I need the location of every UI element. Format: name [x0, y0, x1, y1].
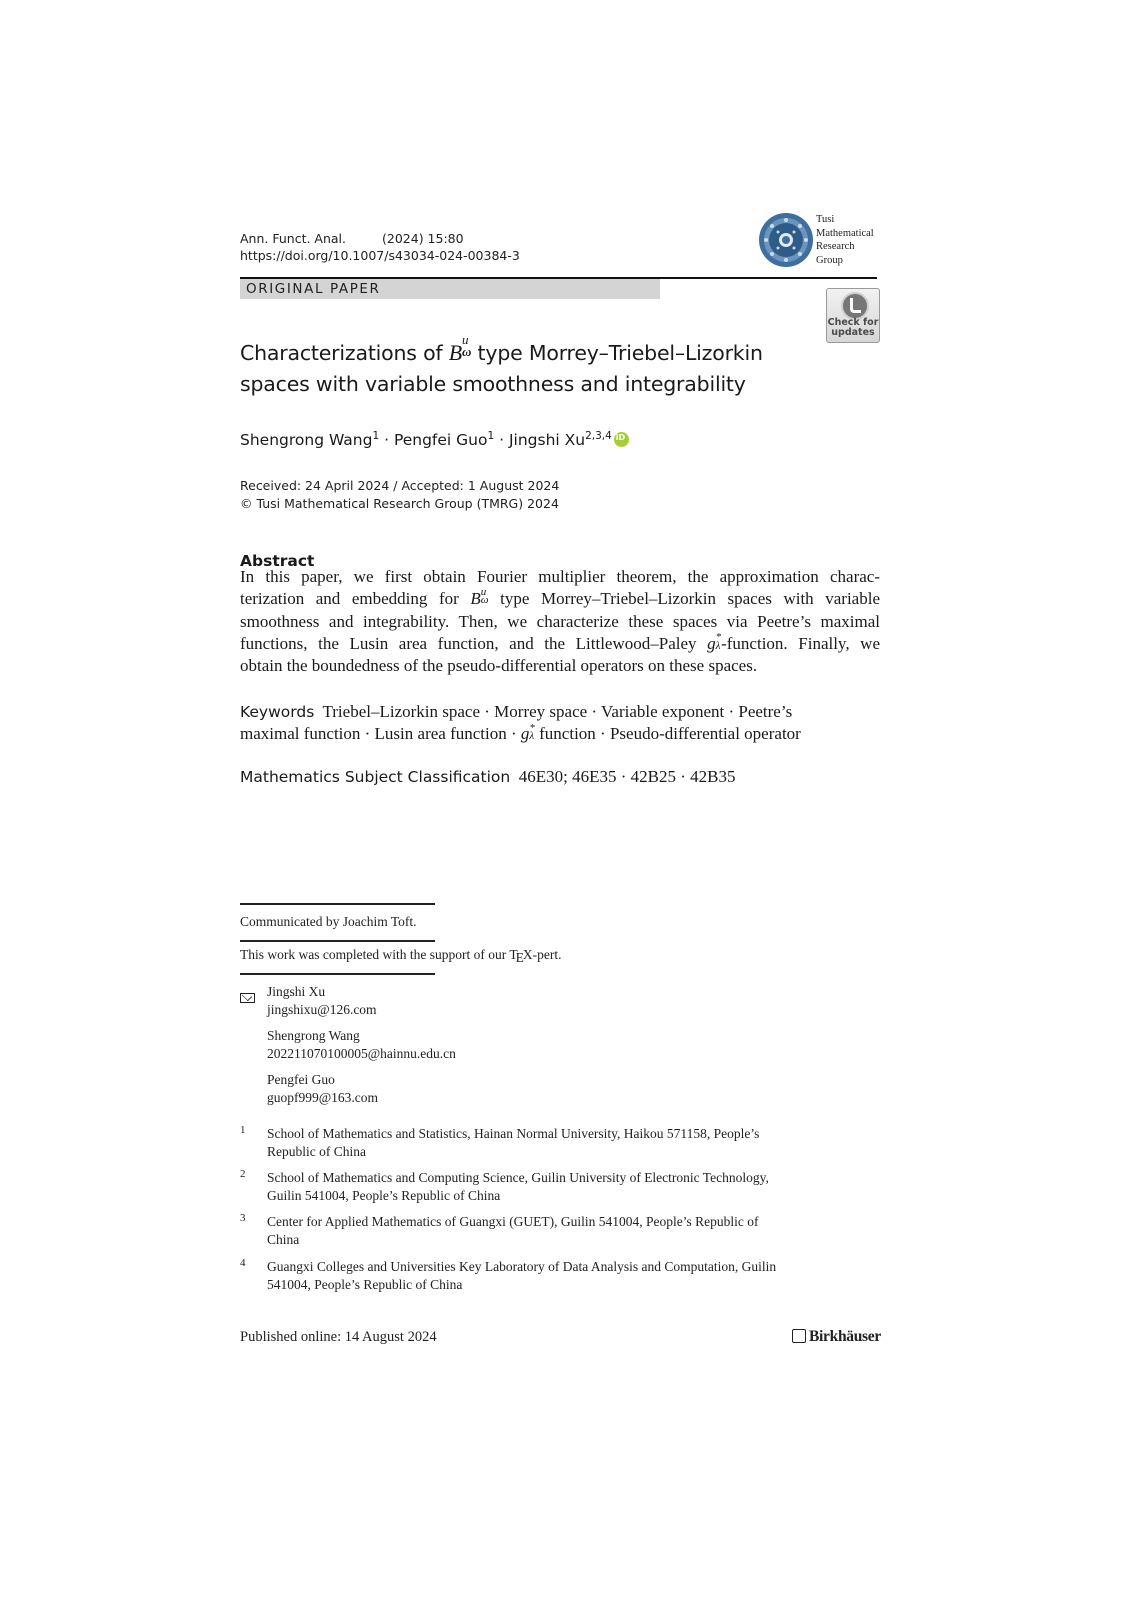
contact-entry	[267, 1027, 456, 1062]
separator: ·	[494, 431, 509, 450]
affiliation-line: Guilin 541004, People’s Republic of China	[267, 1188, 501, 1203]
text: This work was completed with the support of our	[240, 947, 510, 962]
tmrg-logo-text	[816, 213, 874, 267]
tmrg-logo-icon	[758, 212, 814, 268]
affiliation	[267, 1125, 827, 1161]
abstract-line	[240, 585, 880, 610]
affiliation-number: 4	[240, 1257, 246, 1269]
math-sub: λ	[715, 639, 721, 652]
msc-label: Mathematics Subject Classification	[240, 768, 511, 786]
doi-link[interactable]: https://doi.org/10.1007/s43034-024-00384-3	[240, 248, 520, 263]
check-for-updates-label	[827, 318, 879, 338]
keywords-text: maximal function · Lusin area function ·	[240, 724, 521, 744]
affiliation-line: 541004, People’s Republic of China	[267, 1277, 463, 1292]
author-affiliation-ref: 2,3,4	[585, 430, 612, 442]
logo-line: Tusi	[816, 214, 835, 225]
abstract-line: In this paper, we first obtain Fourier multiplier theorem, the approximation charac-	[240, 567, 880, 586]
abstract-body	[240, 566, 880, 677]
math-base: g	[707, 633, 716, 653]
birkhauser-icon	[792, 1329, 806, 1343]
logo-line: Mathematical	[816, 227, 874, 239]
text: terization and embedding for	[240, 589, 471, 609]
math-base: B	[470, 589, 481, 609]
journal-volume: (2024) 15:80	[382, 231, 464, 246]
check-for-updates-icon	[841, 292, 869, 320]
publisher-logo	[792, 1328, 881, 1346]
msc-classification	[240, 767, 736, 787]
math-B-u-omega	[470, 585, 489, 609]
math-sup: *	[715, 631, 722, 644]
text: -function. Finally, we	[721, 633, 880, 653]
math-base: B	[448, 340, 463, 365]
affiliation-line: China	[267, 1232, 300, 1247]
affiliation-number: 2	[240, 1168, 246, 1180]
contact-name: Shengrong Wang	[267, 1028, 360, 1043]
tex-t: T	[509, 947, 518, 962]
journal-citation	[240, 231, 464, 246]
affiliation-number: 3	[240, 1212, 246, 1224]
text: -pert.	[532, 947, 562, 962]
math-sub: ω	[480, 594, 489, 607]
check-for-updates-button[interactable]	[826, 288, 880, 343]
footnote-rule	[240, 903, 435, 905]
abstract-line	[240, 633, 880, 655]
msc-codes: 46E30; 46E35 · 42B25 · 42B35	[518, 767, 736, 786]
title-text: Characterizations of	[240, 341, 449, 365]
keywords-text: function · Pseudo-differential operator	[534, 724, 801, 744]
contact-email[interactable]: jingshixu@126.com	[267, 1001, 377, 1017]
publisher-name: Birkhäuser	[809, 1328, 881, 1345]
tex-logo	[509, 947, 533, 965]
affiliation-line: Republic of China	[267, 1144, 366, 1159]
author-name[interactable]: Pengfei Guo	[393, 431, 488, 450]
math-g-lambda-star	[707, 631, 722, 653]
tex-e: E	[515, 950, 524, 965]
footnote-rule	[240, 940, 435, 942]
title-text: type Morrey–Triebel–Lizorkin	[471, 341, 763, 365]
tex-note	[240, 947, 561, 963]
logo-line: Group	[816, 254, 843, 266]
keywords	[240, 701, 880, 746]
abstract-line: smoothness and integrability. Then, we characterize these spaces via Peetre’s maximal	[240, 611, 880, 631]
affiliation-line: Center for Applied Mathematics of Guangxi (GUET), Guilin 541004, People’s Republic of	[267, 1214, 759, 1229]
math-sup: *	[529, 721, 535, 734]
badge-line: Check for	[827, 317, 879, 328]
paper-title	[240, 332, 800, 400]
keywords-label: Keywords	[240, 703, 315, 721]
author-list	[240, 430, 629, 449]
keywords-line	[240, 723, 880, 745]
communicated-by: Communicated by Joachim Toft.	[240, 914, 417, 929]
contact-entry	[267, 1071, 378, 1106]
contact-name: Pengfei Guo	[267, 1072, 335, 1087]
badge-line: updates	[831, 327, 875, 338]
math-g-lambda-star	[520, 721, 535, 744]
math-sup: u	[462, 332, 469, 348]
paper-type-ribbon	[240, 279, 660, 299]
math-sup: u	[480, 585, 487, 598]
title-math	[448, 332, 472, 365]
contact-email[interactable]: guopf999@163.com	[267, 1089, 379, 1105]
author-name[interactable]: Jingshi Xu	[508, 431, 586, 450]
author-name[interactable]: Shengrong Wang	[240, 431, 373, 450]
contact-email[interactable]: 202211070100005@hainnu.edu.cn	[267, 1045, 456, 1061]
journal-name: Ann. Funct. Anal.	[240, 231, 346, 246]
abstract-heading: Abstract	[240, 552, 315, 570]
math-base: g	[520, 724, 530, 744]
orcid-icon[interactable]	[614, 432, 629, 447]
keywords-line	[240, 701, 880, 723]
author-affiliation-ref: 1	[372, 430, 380, 442]
affiliation-line: Guangxi Colleges and Universities Key Laboratory of Data Analysis and Computation, Guilin	[267, 1259, 777, 1274]
affiliation	[267, 1169, 827, 1205]
affiliation-line: School of Mathematics and Computing Science, Guilin University of Electronic Technology,	[267, 1170, 769, 1185]
text: type Morrey–Triebel–Lizorkin spaces with variable	[488, 589, 880, 609]
math-sub: ω	[462, 343, 472, 359]
affiliation	[267, 1258, 827, 1294]
contact-entry	[267, 983, 377, 1018]
affiliation-line: School of Mathematics and Statistics, Hainan Normal University, Haikou 571158, People’s	[267, 1126, 760, 1141]
copyright-line: © Tusi Mathematical Research Group (TMRG) 2024	[240, 496, 559, 511]
math-sub: λ	[529, 730, 535, 743]
affiliation	[267, 1213, 827, 1249]
envelope-icon	[240, 993, 255, 1003]
affiliation-number: 1	[240, 1124, 246, 1136]
title-line-2: spaces with variable smoothness and integrability	[240, 372, 746, 396]
received-dates: Received: 24 April 2024 / Accepted: 1 August 2024	[240, 478, 560, 493]
logo-line: Research	[816, 241, 855, 252]
paper-type-label: ORIGINAL PAPER	[246, 281, 381, 297]
published-online: Published online: 14 August 2024	[240, 1329, 437, 1345]
abstract-line: obtain the boundedness of the pseudo-differential operators on these spaces.	[240, 656, 758, 676]
tex-x: X	[522, 947, 533, 962]
author-affiliation-ref: 1	[487, 430, 495, 442]
footnote-rule	[240, 973, 435, 975]
separator: ·	[379, 431, 394, 450]
contact-name: Jingshi Xu	[267, 984, 326, 999]
keywords-text: Triebel–Lizorkin space · Morrey space · Variable exponent · Peetre’s	[322, 702, 793, 721]
text: functions, the Lusin area function, and the Littlewood–Paley	[240, 633, 708, 653]
